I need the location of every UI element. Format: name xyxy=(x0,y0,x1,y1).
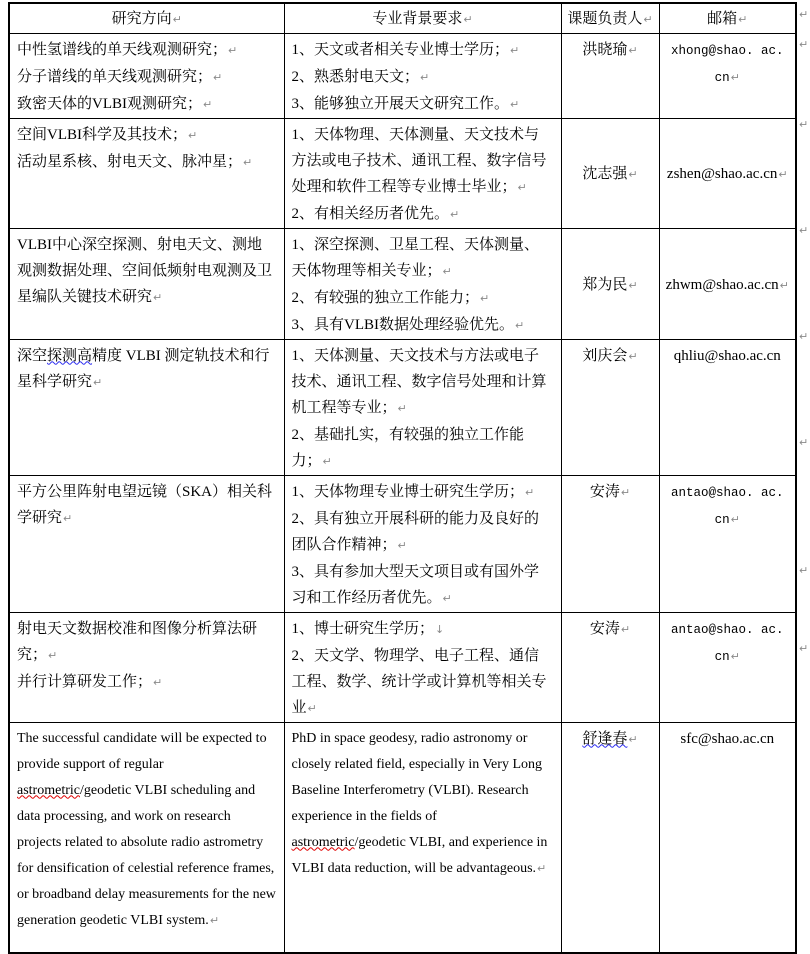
paragraph-mark: ↵ xyxy=(628,732,638,746)
leader-name: 洪晓瑜 xyxy=(582,41,628,58)
table-row xyxy=(9,339,796,475)
row-end-mark: ↵ xyxy=(799,564,809,577)
direction-cell: 平方公里阵射电望远镜（SKA）相关科学研究↵ xyxy=(9,475,284,612)
requirements-cell: 1、天文或者相关专业博士学历；↵ 2、熟悉射电天文；↵ 3、能够独立开展天文研究工作。↵ xyxy=(284,33,561,118)
table-row xyxy=(9,475,796,612)
email-address: zhwm@shao.ac.cn xyxy=(665,276,779,293)
column-header-email: 邮箱↵ xyxy=(659,3,796,33)
paragraph-mark: ↵ xyxy=(209,913,220,927)
email-cell xyxy=(659,118,796,228)
email-cell xyxy=(659,612,796,722)
paragraph-mark: ↵ xyxy=(620,622,631,636)
paragraph-mark: ↵ xyxy=(778,168,788,181)
leader-name: 刘庆会 xyxy=(582,347,628,364)
column-header-direction: 研究方向↵ xyxy=(9,3,284,33)
paragraph-mark: ↵ xyxy=(172,13,182,26)
paragraph-mark: ↵ xyxy=(48,648,58,662)
leader-name: 郑为民 xyxy=(582,276,628,293)
spellcheck-squiggle: 探测高 xyxy=(47,347,93,364)
paragraph-mark: ↵ xyxy=(243,155,253,169)
row-end-mark: ↵ xyxy=(799,38,809,51)
paragraph-mark: ↵ xyxy=(515,318,525,332)
direction-cell: 中性氢谱线的单天线观测研究；↵ 分子谱线的单天线观测研究；↵ 致密天体的VLBI观测研究；↵ xyxy=(9,33,284,118)
direction-cell: The successful candidate will be expected to provide support of regular astrometric/geodetic VLBI scheduling and data processing, and work on research projects related to absolute radio astrometry for densification of celestial reference frames, or broadband delay measurements for the new generation geodetic VLBI system.↵ xyxy=(9,722,284,953)
leader-cell xyxy=(561,228,659,339)
requirements-cell: 1、博士研究生学历；↓ 2、天文学、物理学、电子工程、通信工程、数学、统计学或计算机等相关专业↵ xyxy=(284,612,561,722)
paragraph-mark: ↵ xyxy=(510,97,520,111)
requirements-cell: 1、天体物理专业博士研究生学历；↵ 2、具有独立开展科研的能力及良好的团队合作精神；↵ 3、具有参加大型天文项目或有国外学习和工作经历者优先。↵ xyxy=(284,475,561,612)
leader-name: 沈志强 xyxy=(582,166,628,182)
email-cell xyxy=(659,339,796,475)
spellcheck-squiggle: astrometric xyxy=(291,834,355,850)
paragraph-mark: ↵ xyxy=(779,278,789,292)
paragraph-mark: ↵ xyxy=(203,97,213,111)
leader-name: 舒逢春 xyxy=(582,730,628,747)
leader-name: 安涛 xyxy=(589,620,620,637)
paragraph-mark: ↵ xyxy=(442,591,452,605)
paragraph-mark: ↵ xyxy=(628,43,638,57)
paragraph-mark: ↵ xyxy=(620,485,631,499)
paragraph-mark: ↵ xyxy=(450,207,460,221)
row-end-mark: ↵ xyxy=(799,642,809,655)
paragraph-mark: ↵ xyxy=(517,180,527,194)
table-row xyxy=(9,118,796,228)
row-end-mark: ↵ xyxy=(799,118,809,131)
paragraph-mark: ↵ xyxy=(228,43,238,57)
direction-cell: 射电天文数据校准和图像分析算法研究；↵ 并行计算研发工作；↵ xyxy=(9,612,284,722)
requirements-cell: 1、天体物理、天体测量、天文技术与方法或电子技术、通讯工程、数字信号处理和软件工程等专业博士毕业；↵ 2、有相关经历者优先。↵ xyxy=(284,118,561,228)
paragraph-mark: ↵ xyxy=(442,264,452,278)
paragraph-mark: ↵ xyxy=(730,649,740,663)
leader-name: 安涛 xyxy=(589,483,620,500)
column-header-requirements: 专业背景要求↵ xyxy=(284,3,561,33)
paragraph-mark: ↵ xyxy=(397,538,407,552)
table-row xyxy=(9,722,796,953)
paragraph-mark: ↵ xyxy=(463,13,473,26)
paragraph-mark: ↵ xyxy=(730,512,740,526)
leader-cell xyxy=(561,339,659,475)
row-end-mark: ↵ xyxy=(799,330,809,343)
paragraph-mark: ↵ xyxy=(537,861,547,875)
email-address: antao@shao. ac. cn xyxy=(670,622,784,664)
email-cell xyxy=(659,33,796,118)
paragraph-mark: ↵ xyxy=(307,701,317,715)
paragraph-mark: ↵ xyxy=(153,675,163,689)
paragraph-mark: ↵ xyxy=(738,13,748,26)
column-header-leader: 课题负责人↵ xyxy=(561,3,659,33)
paragraph-mark: ↵ xyxy=(397,401,407,415)
paragraph-mark: ↵ xyxy=(322,454,332,468)
spellcheck-squiggle: astrometric xyxy=(17,782,80,798)
paragraph-mark: ↵ xyxy=(153,290,163,304)
paragraph-mark: ↵ xyxy=(93,375,103,389)
direction-cell: 深空探测高精度 VLBI 测定轨技术和行星科学研究↵ xyxy=(9,339,284,475)
direction-cell: 空间VLBI科学及其技术；↵ 活动星系核、射电天文、脉冲星；↵ xyxy=(9,118,284,228)
leader-cell xyxy=(561,612,659,722)
table-header-row xyxy=(9,3,796,33)
paragraph-mark: ↵ xyxy=(628,349,638,363)
leader-cell xyxy=(561,33,659,118)
paragraph-mark: ↵ xyxy=(730,70,740,84)
leader-cell xyxy=(561,475,659,612)
paragraph-mark: ↵ xyxy=(63,511,73,525)
line-break-mark: ↓ xyxy=(435,622,445,636)
email-address: xhong@shao. ac. cn xyxy=(670,43,784,85)
row-end-mark: ↵ xyxy=(799,8,809,21)
paragraph-mark: ↵ xyxy=(628,278,638,292)
direction-cell: VLBI中心深空探测、射电天文、测地观测数据处理、空间低频射电观测及卫星编队关键技术研究↵ xyxy=(9,228,284,339)
requirements-cell: PhD in space geodesy, radio astronomy or closely related field, especially in Very Long Baseline Interferometry (VLBI). Research experience in the fields of astrometric/geodetic VLBI, and experience in VLBI data reduction, will be advantageous.↵ xyxy=(284,722,561,953)
paragraph-mark: ↵ xyxy=(628,168,638,181)
requirements-cell: 1、深空探测、卫星工程、天体测量、天体物理等相关专业；↵ 2、有较强的独立工作能力；↵ 3、具有VLBI数据处理经验优先。↵ xyxy=(284,228,561,339)
row-end-mark: ↵ xyxy=(799,224,809,237)
leader-cell xyxy=(561,118,659,228)
email-cell xyxy=(659,722,796,953)
paragraph-mark: ↵ xyxy=(525,485,535,499)
table-row xyxy=(9,228,796,339)
email-address: qhliu@shao.ac.cn xyxy=(673,347,781,364)
email-cell xyxy=(659,475,796,612)
table-row xyxy=(9,33,796,118)
row-end-mark: ↵ xyxy=(799,436,809,449)
requirements-cell: 1、天体测量、天文技术与方法或电子技术、通讯工程、数字信号处理和计算机工程等专业；↵ 2、基础扎实，有较强的独立工作能力；↵ xyxy=(284,339,561,475)
paragraph-mark: ↵ xyxy=(510,43,520,57)
email-cell xyxy=(659,228,796,339)
paragraph-mark: ↵ xyxy=(213,70,223,84)
leader-cell xyxy=(561,722,659,953)
paragraph-mark: ↵ xyxy=(643,13,653,26)
paragraph-mark: ↵ xyxy=(480,291,490,305)
paragraph-mark: ↵ xyxy=(188,128,198,142)
email-address: zshen@shao.ac.cn xyxy=(666,166,778,182)
email-address: sfc@shao.ac.cn xyxy=(680,730,775,747)
email-address: antao@shao. ac. cn xyxy=(670,485,784,527)
table-row xyxy=(9,612,796,722)
paragraph-mark: ↵ xyxy=(420,70,430,84)
recruitment-table xyxy=(8,2,797,954)
